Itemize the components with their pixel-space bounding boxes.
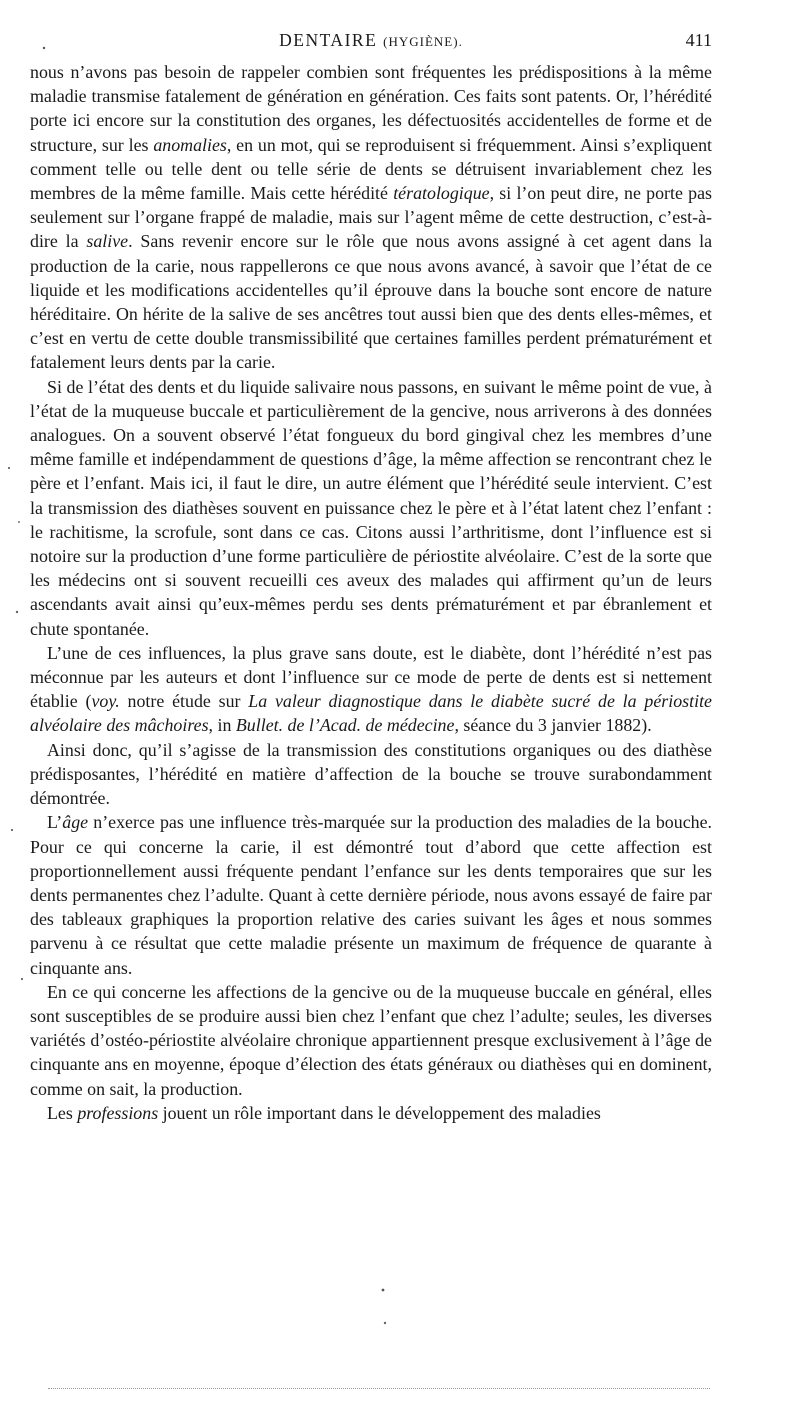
italic-text: âge (62, 812, 89, 833)
paper-speck (21, 978, 23, 980)
italic-text: salive (86, 231, 129, 252)
text-run: notre étude sur (119, 691, 249, 712)
paper-speck (384, 1322, 386, 1324)
text-run: En ce qui concerne les affections de la gencive ou de la muqueuse buccale en général, elles sont susceptibles de se produire aussi bien chez l’enfant que chez l’adulte; seules, les diverses variétés d’ostéo-périostite alvéolaire chronique appartiennent presque exclusivement à l’âge de cinquante ans en moyenne, époque d’élection des états généraux ou diathèses qui en dominent, comme on sait, la production. (30, 981, 712, 1099)
text-run: n’exerce pas une influence très-marquée sur la production des maladies de la bouche. Pour ce qui concerne la carie, il est démontré tout d’abord que cette affection est proportionnellement aussi fréquente pendant l’enfance sur les dents temporaires que sur les dents permanentes chez l’adulte. Quant à cette dernière période, nous avons essayé de faire par des tableaux graphiques la proportion relative des caries suivant les âges et nous sommes parvenu à ce résultat que cette maladie présente un maximum de fréquence de quarante à cinquante ans. (30, 812, 712, 978)
italic-text: La valeur diagnostique dans le diabète sucré de la périostite alvéolaire des mâchoires (30, 691, 712, 736)
text-run: , si l’on peut dire, ne porte pas seulement sur l’organe frappé de maladie, mais sur l’agent même de cette destruction, c’est-à-dire la (30, 183, 712, 252)
text-run: Les (47, 1102, 78, 1123)
text-run: , in (208, 715, 236, 736)
paper-speck (16, 611, 18, 613)
paper-speck (18, 521, 20, 523)
paper-speck (8, 467, 10, 469)
text-run: . Sans revenir encore sur le rôle que nous avons assigné à cet agent dans la production de la carie, nous rappellerons ce que nous avons avancé, à savoir que l’état de ce liquide et les modifications accidentelles qu’il éprouve dans la bouche sont encore de nature héréditaire. On hérite de la salive de ses ancêtres tout aussi bien que des dents elles-mêmes, et c’est en vertu de cette double transmissibilité que certaines familles perdent prématurément et fatalement leurs dents par la carie. (30, 231, 713, 373)
text-run: , séance du 3 janvier 1882). (454, 715, 652, 736)
text-run: Ainsi donc, qu’il s’agisse de la transmission des constitutions organiques ou des diathèse prédisposantes, l’hérédité en matière d’affection de la bouche se trouve surabondamment démontrée. (30, 739, 712, 809)
italic-text: professions (77, 1102, 159, 1123)
running-title-sub: (HYGIÈNE). (383, 34, 463, 49)
text-run: nous n’avons pas besoin de rappeler combien sont fréquentes les prédispositions à la même maladie transmise fatalement de génération en génération. Ces faits sont patents. Or, l’hérédité porte ici encore sur la constitution des organes, les défectuosités accidentelles de forme et de structure, sur les (30, 62, 712, 155)
paper-speck (11, 829, 13, 831)
paper-speck (43, 47, 45, 49)
italic-text: tératologique (393, 183, 490, 204)
page-number: 411 (685, 30, 712, 50)
running-title-main: DENTAIRE (279, 30, 378, 50)
text-run: L’une de ces influences, la plus grave sans doute, est le diabète, dont l’hérédité n’est pas méconnue par les auteurs et dont l’influence sur ce mode de perte de dents est si nettement établie ( (30, 642, 712, 712)
text-run: L’ (47, 812, 63, 833)
italic-text: voy. (91, 691, 120, 712)
paper-speck (382, 1289, 385, 1292)
italic-text: Bullet. de l’Acad. de médecine (235, 715, 455, 736)
italic-text: anomalies (153, 134, 227, 155)
text-run: jouent un rôle important dans le développement des maladies (158, 1102, 601, 1123)
text-run: , en un mot, qui se reproduisent si fréquemment. Ainsi s’expliquent comment telle ou telle dent ou telle série de dents se détruisent invariablement chez les membres de la même famille. Mais cette hérédité (30, 134, 712, 204)
text-run: Si de l’état des dents et du liquide salivaire nous passons, en suivant le même point de vue, à l’état de la muqueuse buccale et particulièrement de la gencive, nous arriverons à des données analogues. On a souvent observé l’état fongueux du bord gingival chez les membres d’une même famille et indépendamment de questions d’âge, la même affection se rencontrant chez le père et l’enfant. Mais ici, il faut le dire, un autre élément que l’hérédité seule intervient. C’est la transmission des diathèses souvent en puissance chez le père et à l’état latent chez l’enfant : le rachitisme, la scrofule, sont dans ce cas. Citons aussi l’arthritisme, dont l’influence est si notoire sur la production d’une forme particulière de périostite alvéolaire. C’est de la sorte que les médecins ont si souvent recueilli ces aveux des malades qui affirment qu’un de leurs ascendants avait ainsi qu’eux-mêmes perdu ses dents prématurément et par ébranlement et chute spontanée. (30, 376, 712, 639)
